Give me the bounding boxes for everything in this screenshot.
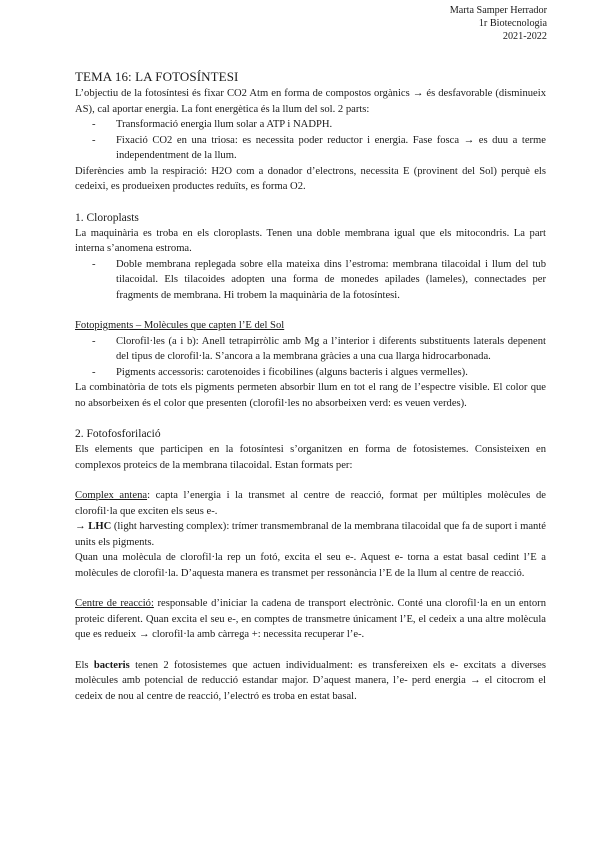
section-heading-fotofosforilacio: 2. Fotofosforilació [75, 428, 161, 440]
author-name: Marta Samper Herrador [449, 5, 547, 16]
lhc-text: (light harvesting complex): trímer transmembranal de la membrana tilacoidal que fa de suport i manté units els pigments. [75, 521, 546, 548]
document-title: TEMA 16: LA FOTOSÍNTESI [75, 69, 239, 84]
list-item: - Fixació CO2 en una triosa: es necessita poder reductor i energia. Fase fosca → es duu a terme independentment de la llum. [92, 133, 546, 164]
section-heading-cloroplasts: 1. Cloroplasts [75, 211, 139, 224]
academic-year: 2021-2022 [502, 31, 547, 43]
list-item: - Transformació energia llum solar a ATP i NADPH. [92, 117, 546, 133]
pigments-paragraph: La combinatòria de tots els pigments permeten absorbir llum en tot el rang de l’espectre visible. El color que no absorbeixen és el color que presenten (clorofil·les no absorbeixen verd: es veuen verdes). [75, 382, 546, 409]
resonance-paragraph: Quan una molècula de clorofil·la rep un fotó, excita el seu e-. Aquest e- torna a estat basal cedint l’E a molècules de clorofil·la. D’aquesta manera es transmet per ressonància l’E de la llum al centre de reacció. [75, 552, 546, 579]
intro-bullet-list [75, 117, 546, 164]
bacteris-text: tenen 2 fotosistemes que actuen individualment: es transfereixen els e- excitats a diverses molècules amb potencial de reducció estandar major. D’aquest manera, l’e- perd energia → el citocrom el cedeix de nou al centre de reacció, l’electró es troba en estat basal. [75, 659, 546, 702]
cloroplasts-bullet-list [75, 257, 546, 304]
intro-paragraph: L’objectiu de la fotosíntesi és fixar CO2 Atm en forma de compostos orgànics → és desfavorable (disminueix AS), cal aportar energia. La font energètica és la llum del sol. 2 parts: [75, 88, 546, 115]
centre-reaccio-text: responsable d’iniciar la cadena de transport electrònic. Conté una clorofil·la en un entorn proteic diferent. Quan excita el seu e-, en comptes de transmetre únicament l’E, el cedeix a una altre molècula que es redueix → clorofil·la amb càrrega +: necessita recuperar l’e-. [75, 598, 546, 640]
list-item: - Doble membrana replegada sobre ella mateixa dins l’estroma: membrana tilacoidal i llum del tub tilacoidal. Els tilacoides adopten una forma de monedes apilades (lameles), connectades per fragments de membrana. Hi trobem la maquinària de la fotosíntesi. [92, 257, 546, 304]
centre-reaccio-label: Centre de reacció: [75, 598, 154, 609]
document-body [75, 68, 546, 704]
pigments-bullet-list [75, 334, 546, 381]
centre-reaccio-paragraph [75, 596, 546, 643]
page-header [450, 4, 547, 44]
lhc-paragraph [75, 519, 546, 550]
fotofosforilacio-paragraph: Els elements que participen en la fotosíntesi s’organitzen en forma de fotosistemes. Consisteixen en complexos proteics de la membrana tilacoidal. Estan formats per: [75, 444, 546, 471]
bacteris-paragraph [75, 658, 546, 705]
bacteris-prefix: Els [75, 659, 94, 671]
list-item: - Pigments accessoris: carotenoides i ficobilines (alguns bacteris i algues vermelles). [92, 365, 546, 381]
complex-antena-text: : capta l’energia i la transmet al centre de reacció, format per múltiples molècules de clorofil·la que exciten els seus e-. [75, 490, 546, 517]
course-name: 1r Biotecnologia [478, 18, 547, 30]
bacteris-term: bacteris [93, 659, 130, 671]
respiration-differences-paragraph: Diferències amb la respiració: H2O com a donador d’electrons, necessita E (provinent del Sol) perquè els cedeixi, es produeixen productes reduïts, es forma O2. [75, 165, 546, 192]
complex-antena-paragraph [75, 488, 546, 519]
list-item: - Clorofil·les (a i b): Anell tetrapirròlic amb Mg a l’interior i diferents substituents laterals depenent del tipus de clorofil·la. S’ancora a la membrana gràcies a una cua llarga hidrocarbonada. [92, 334, 546, 365]
lhc-term: LHC [88, 521, 112, 532]
arrow-glyph: → [75, 521, 89, 532]
cloroplasts-paragraph: La maquinària es troba en els cloroplasts. Tenen una doble membrana igual que els mitocondris. La part interna s’anomena estroma. [75, 227, 546, 254]
subsection-heading-fotopigments: Fotopigments – Molècules que capten l’E del Sol [75, 320, 285, 331]
complex-antena-label: Complex antena [75, 490, 148, 501]
